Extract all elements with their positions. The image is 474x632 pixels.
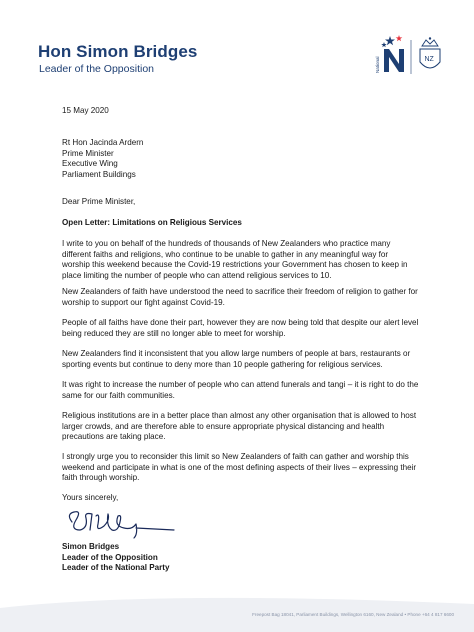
paragraph-line: place limiting the number of people who can attend religious services to 10. <box>62 270 332 280</box>
paragraph-line: New Zealanders find it inconsistent that you allow large numbers of people at bars, restaurants or <box>62 349 411 358</box>
signoff-block <box>62 542 170 574</box>
paragraph-line: It was right to increase the number of people who can attend funerals and tangi – it is right to do the <box>62 380 419 389</box>
letterhead-logos <box>372 32 452 78</box>
paragraph-4 <box>62 349 410 370</box>
nz-crest-icon <box>420 37 440 68</box>
footer-wave <box>0 590 474 632</box>
paragraph-2 <box>62 287 418 308</box>
paragraph-line: I strongly urge you to reconsider this limit so New Zealanders of faith can gather and worship this <box>62 452 409 461</box>
recipient-block <box>62 138 143 180</box>
paragraph-line: People of all faiths have done their part, however they are now being told that despite our alert level <box>62 318 419 327</box>
letter-date: 15 May 2020 <box>62 106 109 115</box>
letterhead-role: Leader of the Opposition <box>39 63 154 75</box>
salutation: Dear Prime Minister, <box>62 197 136 206</box>
paragraph-line: weekend and participate in what is one of the most defining aspects of their lives – expressing their <box>62 462 417 472</box>
recipient-line: Parliament Buildings <box>62 169 136 179</box>
paragraph-line: worship this weekend because the Covid-19 restrictions your Government has chosen to keep in <box>62 260 408 270</box>
paragraph-line: same for our faith communities. <box>62 390 175 400</box>
paragraph-line: different faiths and religions, who continue to be unable to gather in any meaningful way for <box>62 249 389 259</box>
letterhead-name: Hon Simon Bridges <box>38 42 198 61</box>
letter-subject: Open Letter: Limitations on Religious Services <box>62 218 242 227</box>
paragraph-line: larger crowds, and are therefore able to ensure appropriate physical distancing and health <box>62 421 385 431</box>
recipient-line: Prime Minister <box>62 148 114 158</box>
paragraph-line: being reduced they are still no longer able to meet for worship. <box>62 328 286 338</box>
paragraph-3 <box>62 318 418 339</box>
handwritten-signature <box>62 504 182 544</box>
paragraph-line: faith through worship. <box>62 473 140 483</box>
crest-text: NZ <box>424 56 434 63</box>
recipient-line: Executive Wing <box>62 159 118 169</box>
paragraph-6 <box>62 411 416 443</box>
recipient-line: Rt Hon Jacinda Ardern <box>62 138 144 147</box>
national-logo-text: National <box>375 56 380 73</box>
national-party-logo <box>372 32 452 78</box>
signoff-title: Leader of the National Party <box>62 563 170 573</box>
signoff-title: Leader of the Opposition <box>62 552 158 562</box>
paragraph-line: worship to support our fight against Covid-19. <box>62 297 225 307</box>
closing: Yours sincerely, <box>62 493 119 502</box>
paragraph-1 <box>62 239 408 281</box>
footer-address: Freepost Bag 18041, Parliament Buildings, Wellington 6160, New Zealand • Phone +64 4 817 6600 <box>252 612 454 617</box>
signoff-name: Simon Bridges <box>62 542 120 551</box>
paragraph-7 <box>62 452 416 484</box>
paragraph-line: New Zealanders of faith have understood the need to sacrifice their freedom of religion to gather for <box>62 287 418 296</box>
paragraph-line: I write to you on behalf of the hundreds of thousands of New Zealanders who practice many <box>62 239 391 248</box>
paragraph-line: sporting events but continue to deny more than 10 people gathering for religious services. <box>62 359 383 369</box>
paragraph-line: Religious institutions are in a better place than almost any other organisation that is allowed to host <box>62 411 417 420</box>
paragraph-5 <box>62 380 418 401</box>
paragraph-line: precautions are taking place. <box>62 432 166 442</box>
